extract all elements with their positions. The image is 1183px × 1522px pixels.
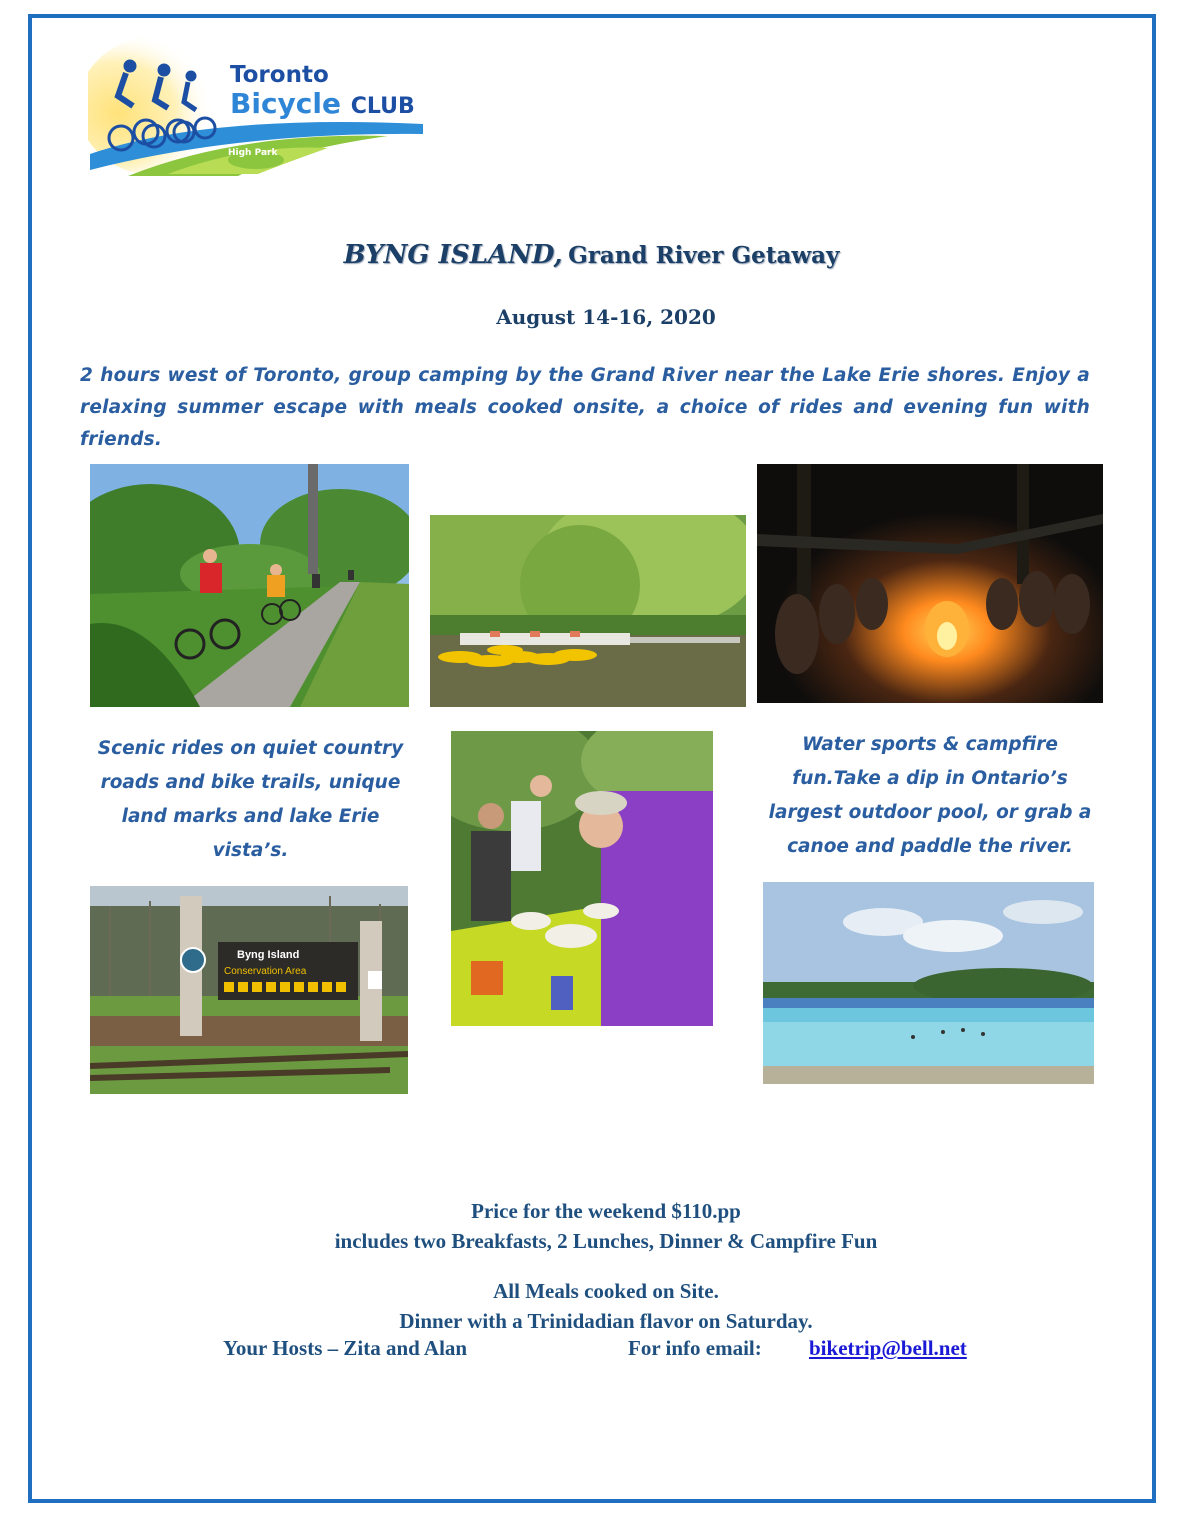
meals-block	[0, 1276, 1183, 1336]
title-subtitle: Grand River Getaway	[568, 242, 840, 269]
photo-outdoor-pool	[763, 882, 1094, 1084]
photo-cyclists-trail	[90, 464, 409, 707]
price-block	[0, 1196, 1183, 1256]
club-logo	[88, 36, 428, 184]
photo-campfire	[757, 464, 1103, 703]
caption-rides: Scenic rides on quiet country roads and bike trails, unique land marks and lake Erie vista’s.	[97, 738, 404, 861]
logo-badge: High Park	[228, 148, 278, 158]
logo-toronto: Toronto	[230, 62, 329, 88]
event-date: August 14-16, 2020	[496, 305, 716, 329]
hosts-text: Your Hosts – Zita and Alan	[223, 1336, 468, 1360]
dinner-text: Dinner with a Trinidadian flavor on Saturday.	[399, 1309, 813, 1333]
email-link[interactable]: biketrip@bell.net	[809, 1336, 967, 1360]
caption-water: Water sports & campfire fun.Take a dip in Ontario’s largest outdoor pool, or grab a canoe and paddle the river.	[768, 734, 1092, 857]
sign-line2: Conservation Area	[224, 966, 307, 977]
includes-text: includes two Breakfasts, 2 Lunches, Dinner & Campfire Fun	[334, 1229, 878, 1253]
price-text: Price for the weekend $110.pp	[471, 1199, 741, 1223]
intro-paragraph: 2 hours west of Toronto, group camping by the Grand River near the Lake Erie shores. Enjoy a relaxing summer escape with meals cooked onsite, a choice of rides and evening fun with friends.	[80, 365, 1090, 450]
logo-bicycle: Bicycle	[230, 87, 341, 120]
photo-kayaks-willows	[430, 515, 746, 707]
meals-text: All Meals cooked on Site.	[493, 1279, 719, 1303]
title-location: BYNG ISLAND,	[343, 240, 563, 270]
info-label: For info email:	[628, 1336, 762, 1360]
logo-club: CLUB	[350, 94, 415, 119]
photo-buffet	[451, 731, 713, 1026]
photo-byng-island-sign	[90, 886, 408, 1094]
page-title	[0, 240, 1183, 270]
sign-line1: Byng Island	[237, 949, 300, 961]
